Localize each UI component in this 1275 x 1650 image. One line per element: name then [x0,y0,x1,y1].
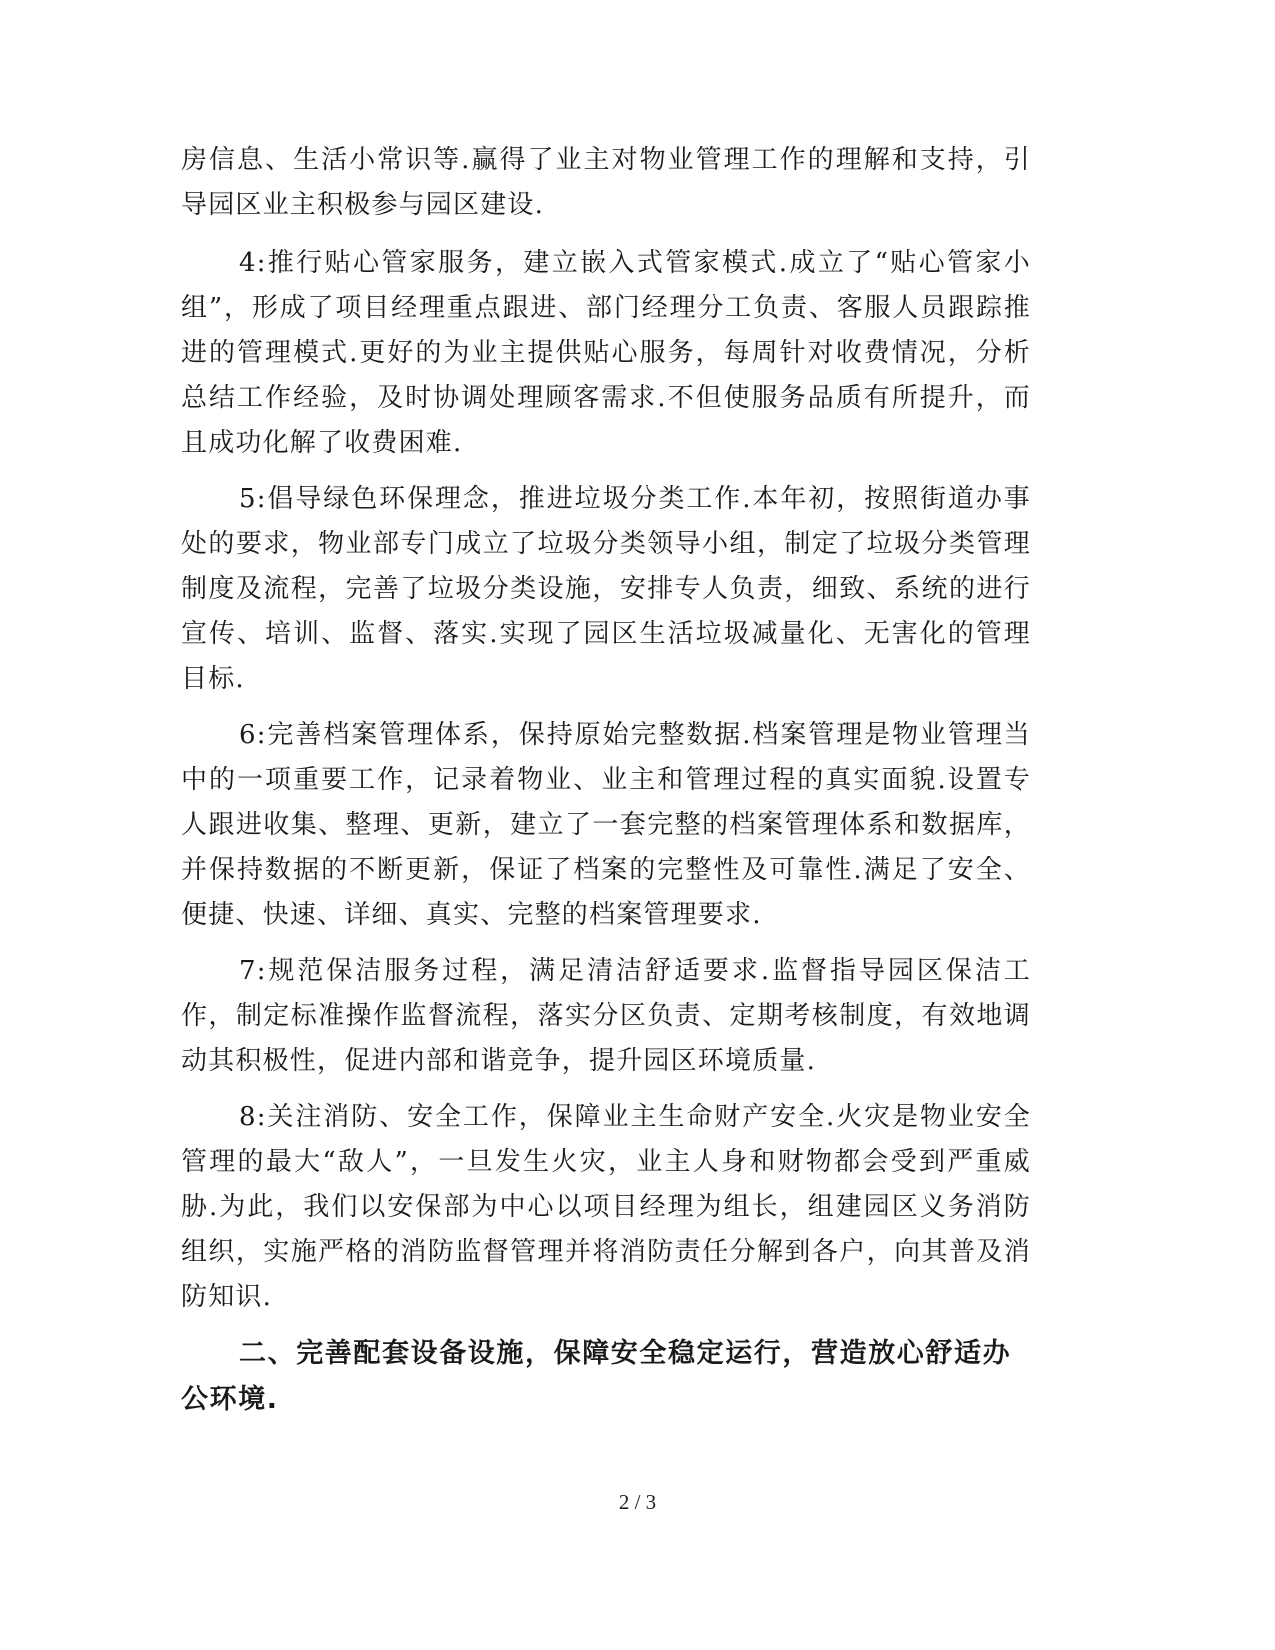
paragraph-item-7: 7:规范保洁服务过程，满足清洁舒适要求.监督指导园区保洁工作，制定标准操作监督流程，落实分区负责、定期考核制度，有效地调动其积极性，促进内部和谐竞争，提升园区环境质量. [181,956,1031,1076]
page-number: 2 / 3 [618,1490,657,1514]
section-heading: 二、完善配套设备设施，保障安全稳定运行，营造放心舒适办公环境. [181,1338,1012,1415]
paragraph-item-4: 4:推行贴心管家服务，建立嵌入式管家模式.成立了“贴心管家小组”，形成了项目经理重点跟进、部门经理分工负责、客服人员跟踪推进的管理模式.更好的为业主提供贴心服务，每周针对收费情况，分析总结工作经验，及时协调处理顾客需求.不但使服务品质有所提升，而且成功化解了收费困难. [181,248,1031,458]
paragraph-item-8: 8:关注消防、安全工作，保障业主生命财产安全.火灾是物业安全管理的最大“敌人”，一旦发生火灾，业主人身和财物都会受到严重威胁.为此，我们以安保部为中心以项目经理为组长，组建园区义务消防组织，实施严格的消防监督管理并将消防责任分解到各户，向其普及消防知识. [181,1102,1031,1312]
paragraph-item-5: 5:倡导绿色环保理念，推进垃圾分类工作.本年初，按照街道办事处的要求，物业部专门成立了垃圾分类领导小组，制定了垃圾分类管理制度及流程，完善了垃圾分类设施，安排专人负责，细致、系统的进行宣传、培训、监督、落实.实现了园区生活垃圾减量化、无害化的管理目标. [181,484,1031,694]
paragraph-item-6: 6:完善档案管理体系，保持原始完整数据.档案管理是物业管理当中的一项重要工作，记录着物业、业主和管理过程的真实面貌.设置专人跟进收集、整理、更新，建立了一套完整的档案管理体系和数据库，并保持数据的不断更新，保证了档案的完整性及可靠性.满足了安全、便捷、快速、详细、真实、完整的档案管理要求. [181,720,1031,930]
document-body [181,138,1031,1423]
paragraph-continuation: 房信息、生活小常识等.赢得了业主对物业管理工作的理解和支持，引导园区业主积极参与园区建设. [181,145,1031,220]
